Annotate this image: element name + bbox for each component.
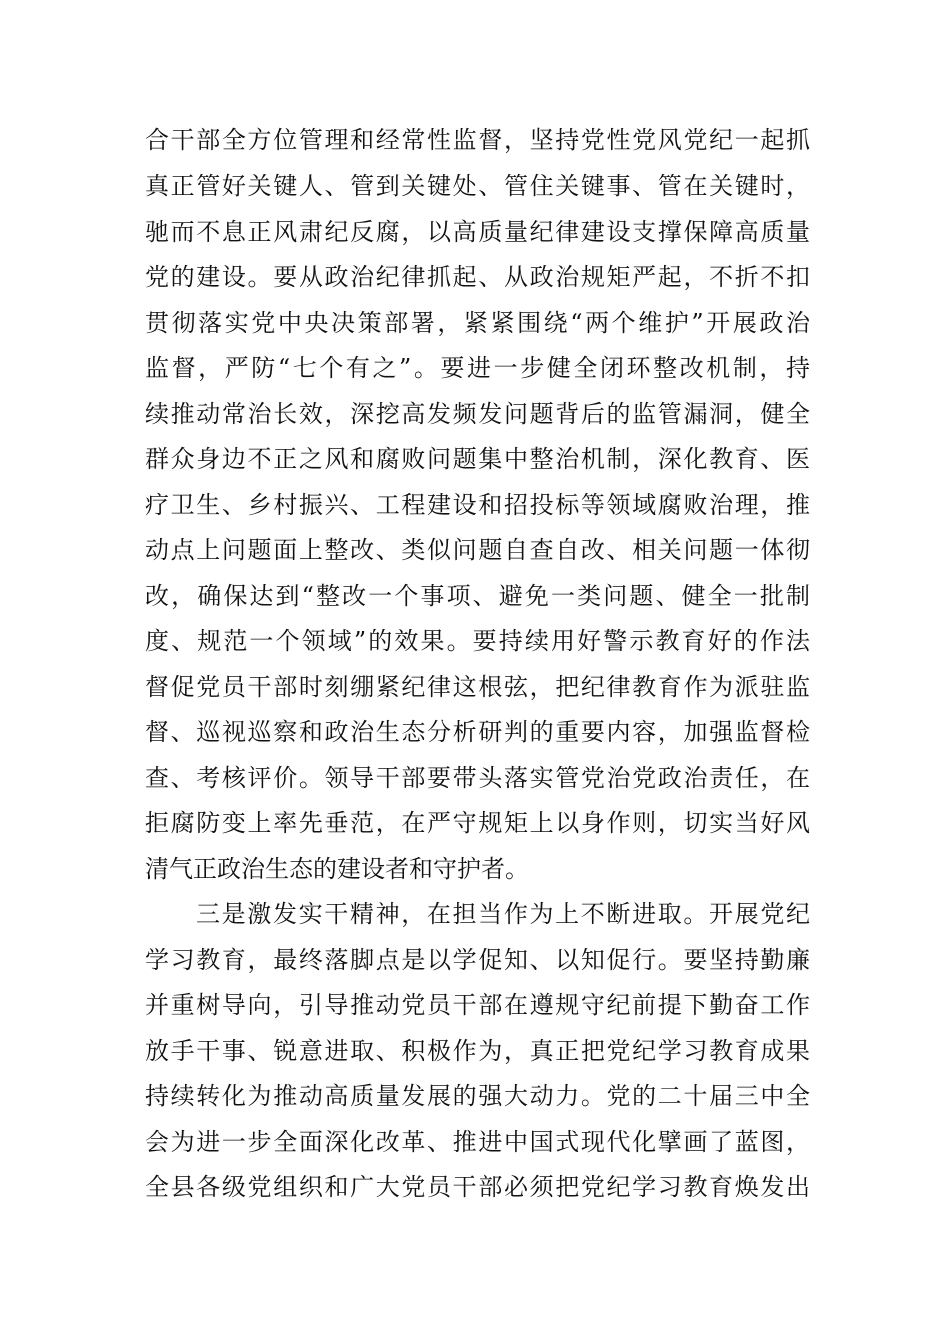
text-line: 真正管好关键人、管到关键处、管住关键事、管在关键时，: [145, 172, 810, 200]
text-line: 群众身边不正之风和腐败问题集中整治机制，深化教育、医: [145, 445, 810, 473]
text-line: 合干部全方位管理和经常性监督，坚持党性党风党纪一起抓: [145, 126, 810, 154]
text-line: 持续转化为推动高质量发展的强大动力。党的二十届三中全: [145, 1082, 810, 1110]
paragraph-heading-line: 三是激发实干精神，在担当作为上不断进取。开展党纪: [196, 900, 810, 928]
text-line: 改，确保达到“整改一个事项、避免一类问题、健全一批制: [145, 582, 810, 610]
text-line: 驰而不息正风肃纪反腐，以高质量纪律建设支撑保障高质量: [145, 218, 810, 246]
text-line: 拒腐防变上率先垂范，在严守规矩上以身作则，切实当好风: [145, 809, 810, 837]
text-line: 疗卫生、乡村振兴、工程建设和招投标等领域腐败治理，推: [145, 491, 810, 519]
text-line: 督促党员干部时刻绷紧纪律这根弦，把纪律教育作为派驻监: [145, 673, 810, 701]
text-line: 动点上问题面上整改、类似问题自查自改、相关问题一体彻: [145, 536, 810, 564]
text-line: 并重树导向，引导推动党员干部在遵规守纪前提下勤奋工作: [145, 991, 810, 1019]
text-line: 督、巡视巡察和政治生态分析研判的重要内容，加强监督检: [145, 718, 810, 746]
text-line: 查、考核评价。领导干部要带头落实管党治党政治责任，在: [145, 764, 810, 792]
text-line: 监督，严防“七个有之”。要进一步健全闭环整改机制，持: [145, 354, 810, 382]
text-line: 放手干事、锐意进取、积极作为，真正把党纪学习教育成果: [145, 1037, 810, 1065]
text-line: 贯彻落实党中央决策部署，紧紧围绕“两个维护”开展政治: [145, 309, 810, 337]
text-line: 续推动常治长效，深挖高发频发问题背后的监管漏洞，健全: [145, 400, 810, 428]
text-line: 全县各级党组织和广大党员干部必须把党纪学习教育焕发出: [145, 1173, 810, 1201]
text-line: 会为进一步全面深化改革、推进中国式现代化擘画了蓝图，: [145, 1128, 810, 1156]
text-line: 清气正政治生态的建设者和守护者。: [145, 855, 529, 883]
text-line: 党的建设。要从政治纪律抓起、从政治规矩严起，不折不扣: [145, 263, 810, 291]
text-line: 学习教育，最终落脚点是以学促知、以知促行。要坚持勤廉: [145, 946, 810, 974]
text-line: 度、规范一个领域”的效果。要持续用好警示教育好的作法: [145, 627, 810, 655]
